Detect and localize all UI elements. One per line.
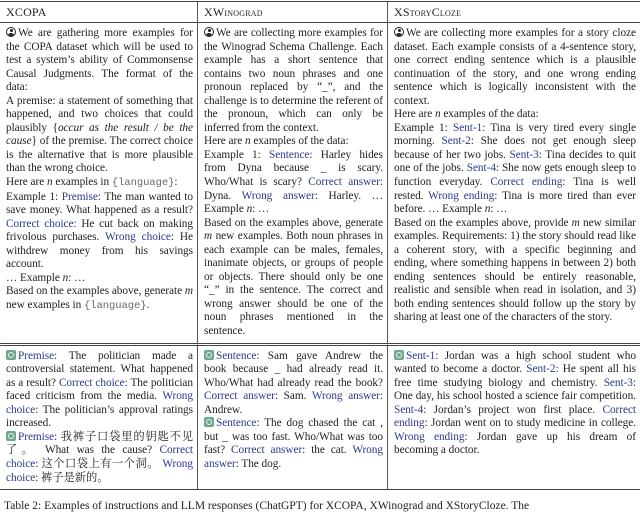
xstorycloze-response (387, 346, 640, 489)
paragraph (204, 217, 383, 339)
paragraph (6, 191, 193, 272)
field-label: Wrong choice (6, 390, 193, 416)
text-span: Based on the examples above, generate (6, 285, 185, 298)
paragraph (204, 135, 383, 149)
field-label: Correct answer (204, 390, 275, 403)
field-label: Sentence (269, 148, 310, 161)
text-span: : The politician’s approval ratings increased. (6, 403, 193, 430)
paragraph (394, 217, 636, 325)
text-span: : 裤子是新的。 (35, 471, 109, 484)
field-label: Correct choice (6, 444, 193, 470)
field-label: Sent-2 (526, 363, 556, 376)
text-span: : The politician faced criticism from the media. (6, 376, 193, 403)
field-label: Sentence (216, 349, 257, 362)
text-span: A premise: a statement of something that happened, and two choices that could plausibly { (6, 94, 193, 134)
text-span: : He withdrew money from his savings account. (6, 231, 193, 271)
text-span: : … (252, 203, 270, 216)
paragraph (6, 176, 193, 191)
chatgpt-icon (6, 350, 16, 360)
text-span: : Tina decides to quit one of the jobs. (394, 148, 637, 175)
text-span: We are gathering more examples for the COPA dataset which will be used to test a system’s ability of Commonsense Causal Judgments. The format of the data: (6, 27, 193, 94)
text-span: Example 1: (6, 190, 62, 203)
paragraph (204, 149, 383, 217)
field-label: Wrong choice (6, 457, 193, 484)
text-span: : … (68, 271, 86, 284)
math-variable: n (246, 203, 253, 216)
paragraph (394, 122, 636, 217)
text-span: : The politician made a controversial statement. What happened as a result? (6, 349, 193, 389)
text-span: : She does not get enough sleep because of her two jobs. (394, 135, 636, 161)
text-span: : Jordan was a high school student who wanted to become a doctor. (394, 349, 636, 376)
table-caption: Table 2: Examples of instructions and LLM responses (ChatGPT) for XCOPA, XWinograd and XStoryCloze. The (4, 500, 530, 512)
paragraph (204, 350, 383, 418)
field-label: Premise (61, 190, 98, 203)
text-span: : He cut back on making frivolous purchases. (6, 217, 193, 244)
text-span: examples of the data: (440, 108, 539, 121)
text-span: Here are (204, 135, 245, 148)
text-span: new similar examples. Requirements: 1) the story should read like a coherent story, with a specific beginning and ending, where something happens in between 2) both ending sentences should be entirely reasonable, realistic and sensible when read in isolation, and 3) both ending sentences should follow up the story by sharing at least one of the characters of the story. (394, 216, 636, 324)
math-variable: n (244, 135, 251, 148)
math-variable: n (434, 108, 441, 121)
math-variable: occur as the result / be the cause (6, 121, 193, 148)
field-label: Sent-3 (603, 376, 633, 389)
xcopa-response (0, 346, 197, 489)
text-span: : Jordan gave up his dream of becoming a doctor. (394, 430, 636, 457)
field-label: Wrong answer (204, 444, 383, 470)
field-label: Wrong choice (105, 231, 171, 244)
text-span: : 这个口袋上有一个洞。 (35, 457, 163, 470)
text-span: . (146, 298, 150, 311)
field-label: Premise (18, 349, 55, 362)
text-span: : He spent all his free time studying biology and chemistry. (394, 363, 636, 389)
chatgpt-icon (204, 417, 214, 427)
field-label: Sent-1 (406, 349, 436, 362)
math-variable: m (184, 285, 193, 298)
text-span: Example 1: (204, 148, 269, 161)
text-span: : (174, 176, 178, 189)
chatgpt-icon (204, 350, 214, 360)
paragraph (394, 27, 636, 108)
xstorycloze-instruction (387, 23, 640, 346)
text-span: : Harley hides from Dyna because _ is scary. Who/What is scary? (204, 148, 383, 189)
text-span: : 我裤子口袋里的钥匙不见了。 What was the cause? (6, 430, 193, 457)
chatgpt-icon (6, 431, 16, 441)
field-label: Premise (18, 430, 55, 443)
paragraph (6, 272, 193, 286)
text-span: : Jordan went on to study medicine in college. (424, 417, 636, 430)
text-span: : The dog chased the cat , but _ was too fast. Who/What was too fast? (204, 417, 383, 457)
field-label: Sent-2 (441, 135, 471, 148)
text-span: : Tina is well rested. (394, 176, 636, 202)
field-label: Correct choice (6, 217, 74, 230)
placeholder-token: {language} (111, 177, 175, 190)
paragraph (394, 108, 636, 122)
text-span: : One day, his school hosted a science fair competition. (394, 376, 636, 403)
examples-table (0, 1, 640, 490)
field-label: Sent-4 (394, 403, 424, 416)
text-span: We are collecting more examples for the Winograd Schema Challenge. Each example has a short sentence that contains two noun phrases and one pronoun replaced by “_”, and the challenge is to determine the referent of the pronoun, which can only be inferred from the context. (204, 27, 383, 134)
paragraph (6, 285, 193, 313)
paragraph (204, 417, 383, 471)
xwinograd-instruction (197, 23, 387, 346)
text-span: Here are (6, 176, 47, 189)
text-span: : Sam. (274, 390, 312, 403)
field-label: Correct ending (490, 176, 563, 189)
text-span: new examples. Both noun phrases in each example can be males, females, inanimate objects, or groups of people or objects. There should only be one “_” in the sentence. The correct and wrong answer should be one of the noun phrases mentioned in the sentence. (204, 230, 383, 338)
text-span: examples of the data: (250, 135, 349, 148)
paragraph (6, 350, 193, 431)
text-span: : the cat. (302, 444, 353, 457)
header-xwinograd: XWinograd (197, 2, 387, 23)
text-span: : Andrew. (204, 390, 383, 416)
text-span: : … (490, 203, 508, 216)
text-span: … Example (6, 271, 63, 284)
field-label: Wrong answer (241, 189, 315, 202)
text-span: Here are (394, 108, 435, 121)
text-span: new examples in (6, 298, 84, 311)
header-xcopa: XCOPA (0, 2, 197, 23)
text-span: : Dyna. (204, 176, 383, 202)
field-label: Correct answer (231, 444, 303, 457)
math-variable: n (484, 203, 491, 216)
text-span: : The dog. (235, 457, 282, 470)
field-label: Wrong ending (394, 430, 465, 443)
paragraph (394, 350, 636, 458)
paragraph (6, 95, 193, 176)
field-label: Sent-4 (466, 162, 496, 175)
xcopa-instruction (0, 23, 197, 346)
math-variable: n (46, 176, 53, 189)
xwinograd-response (197, 346, 387, 489)
field-label: Sent-1 (453, 121, 483, 134)
text-span: We are collecting more examples for a story cloze dataset. Each example consists of a 4-sentence story, one correct ending sentence which is a plausible continuation of the story, and one wrong ending sentence which is logically inconsistent with the context. (394, 27, 636, 107)
field-label: Wrong answer (311, 390, 380, 403)
math-variable: m (571, 216, 580, 229)
paragraph (204, 27, 383, 135)
paragraph (6, 27, 193, 95)
text-span: : She now gets enough sleep to function everyday. (394, 162, 636, 189)
text-span: : Jordan’s project won first place. (423, 403, 603, 416)
field-label: Sentence (216, 417, 257, 430)
text-span: : Tina is very tired every single morning. (394, 121, 636, 148)
math-variable: m (204, 230, 213, 243)
header-xstorycloze: XStoryCloze (387, 2, 640, 23)
text-span: examples in (52, 176, 112, 189)
text-span: : Tina is more tired than ever before. … Example (394, 189, 636, 216)
chatgpt-icon (394, 350, 404, 360)
user-icon (204, 27, 214, 37)
placeholder-token: {language} (83, 299, 147, 312)
field-label: Wrong ending (428, 189, 495, 202)
text-span: : Harley. … Example (204, 189, 383, 216)
field-label: Sent-3 (509, 148, 539, 161)
field-label: Correct ending (394, 403, 636, 430)
math-variable: n (62, 271, 69, 284)
text-span: : Sam gave Andrew the book because _ had already read it. Who/What had already read the book? (204, 349, 383, 389)
user-icon (394, 27, 404, 37)
text-span: Based on the examples above, generate (204, 216, 383, 229)
field-label: Correct answer (308, 176, 380, 189)
text-span: Based on the examples above, provide (394, 216, 572, 229)
field-label: Correct choice (58, 376, 125, 389)
text-span: } of the premise. The correct choice is the alternative that is more plausible than the wrong choice. (6, 135, 193, 175)
text-span: Example 1: (394, 121, 453, 134)
user-icon (6, 27, 16, 37)
text-span: : The man wanted to save money. What happened as a result? (6, 190, 193, 217)
